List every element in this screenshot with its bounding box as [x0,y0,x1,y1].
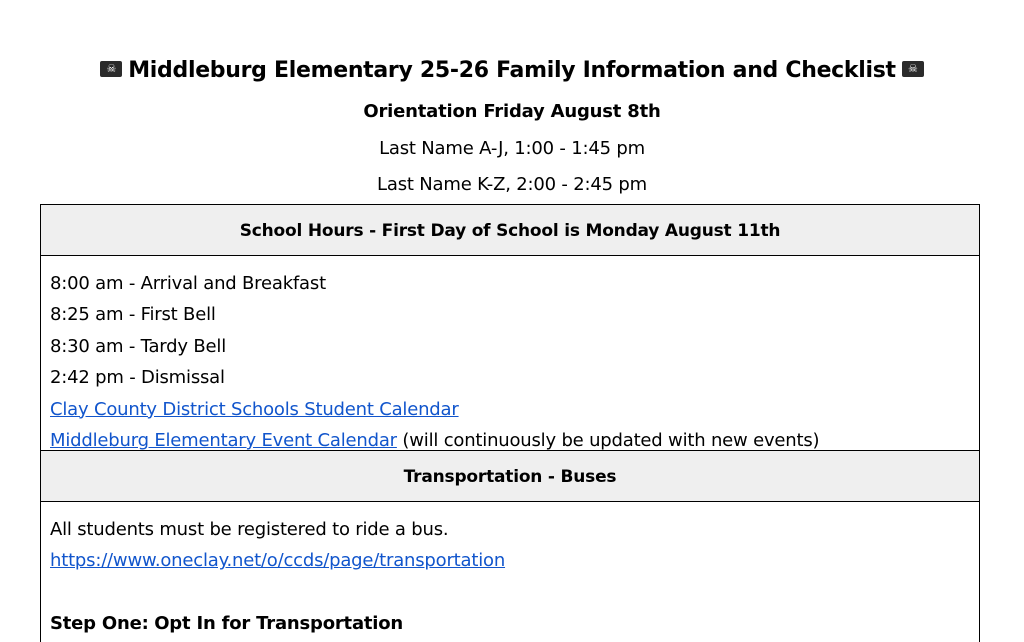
step-one-text: Opt In for Transportation [154,613,404,635]
orientation-heading: Orientation Friday August 8th [363,101,661,122]
page-title-text: Middleburg Elementary 25-26 Family Information and Checklist [128,58,896,83]
schedule-item: 2:42 pm - Dismissal [50,367,225,389]
schedule-item: 8:30 am - Tardy Bell [50,335,227,357]
page-title [0,58,1024,83]
transportation-cell [41,502,979,640]
event-calendar-note: (will continuously be updated with new events) [402,430,820,452]
school-hours-header: School Hours - First Day of School is Monday August 11th [41,205,979,256]
transportation-header: Transportation - Buses [41,451,979,502]
schedule-item: 8:00 am - Arrival and Breakfast [50,273,326,294]
orientation-slot: Last Name K-Z, 2:00 - 2:45 pm [377,174,647,195]
pirate-flag-icon: ☠ [100,61,122,77]
transportation-link[interactable]: https://www.oneclay.net/o/ccds/page/transportation [50,550,506,572]
transportation-intro: All students must be registered to ride a bus. [50,519,449,540]
info-table [40,204,980,642]
step-one-label: Step One: [50,613,149,635]
school-hours-cell [41,256,979,451]
orientation-slot: Last Name A-J, 1:00 - 1:45 pm [379,138,645,159]
event-calendar-link[interactable]: Middleburg Elementary Event Calendar [50,430,397,452]
pirate-flag-icon: ☠ [902,61,924,77]
student-calendar-link[interactable]: Clay County District Schools Student Calendar [50,398,459,420]
schedule-item: 8:25 am - First Bell [50,304,216,326]
